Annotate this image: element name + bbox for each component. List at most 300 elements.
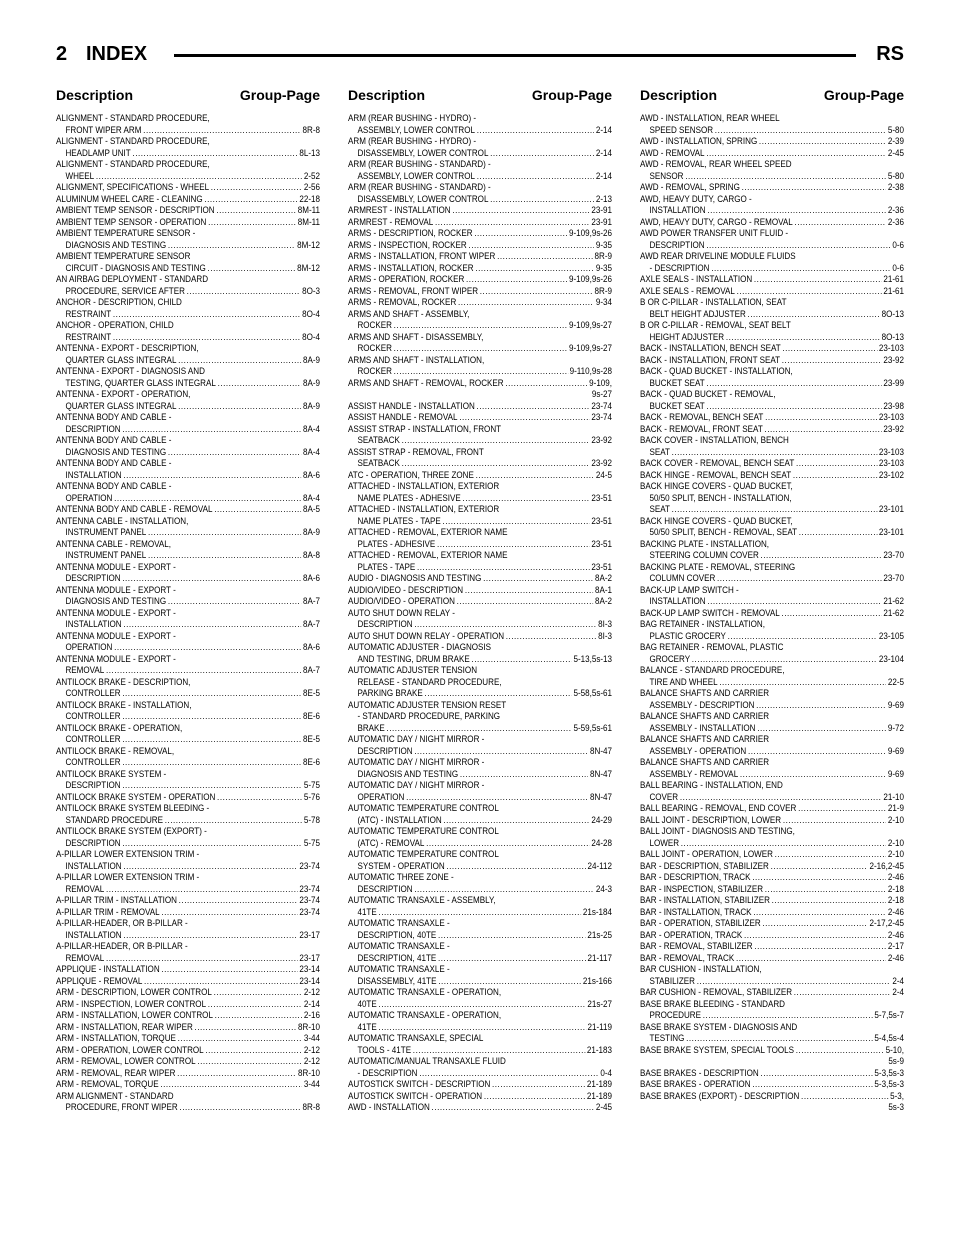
dot-leader [480, 285, 593, 297]
group-page: 9-109,9s-27 [568, 342, 613, 353]
entry-text: ARM - REMOVAL, TORQUE [56, 1078, 159, 1089]
group-page: 21-62 [883, 606, 905, 618]
entry-text: A-PILLAR LOWER EXTENSION TRIM - [56, 848, 200, 859]
entry-text: ARMS - INSPECTION, ROCKER [348, 238, 467, 250]
entry-first-line [348, 1078, 612, 1090]
entry-first-line [56, 515, 320, 527]
header-rule [174, 54, 856, 57]
entry-text: AUTOMATIC DAY / NIGHT MIRROR - [348, 779, 485, 790]
entry-text: AUTOMATIC ADJUSTER TENSION RESET [348, 698, 507, 710]
entry-first-line [640, 216, 904, 228]
entry-text: ASSEMBLY - DESCRIPTION [649, 698, 755, 710]
entry-text: ANTENNA - EXPORT - DESCRIPTION, [56, 342, 199, 353]
entry-first-line [348, 549, 612, 561]
entry-continuation-line [348, 998, 612, 1010]
group-page: 8A-6 [302, 468, 321, 480]
entry-text: B OR C-PILLAR - INSTALLATION, SEAT [640, 296, 787, 307]
entry-text: COVER [649, 790, 679, 802]
dot-leader [457, 595, 594, 607]
index-entry [640, 354, 904, 366]
entry-first-line [56, 1009, 320, 1021]
entry-text: ASSIST HANDLE - INSTALLATION [348, 399, 475, 411]
dot-leader [438, 929, 586, 941]
index-entry [348, 308, 612, 331]
entry-text: ARM - INSPECTION, LOWER CONTROL [56, 997, 207, 1009]
index-entry [640, 641, 904, 664]
entry-text: ANTENNA - EXPORT - OPERATION, [56, 388, 191, 399]
entry-continuation-line [56, 664, 320, 676]
group-page: 8A-7 [302, 595, 321, 606]
group-page: 2-39 [887, 135, 905, 146]
entry-first-line [348, 871, 612, 883]
entry-first-line [348, 986, 612, 998]
entry-text: AND TESTING, DRUM BRAKE [357, 652, 470, 664]
entry-text: DESCRIPTION [649, 238, 705, 250]
entry-continuation-line [348, 170, 612, 182]
dot-leader [748, 745, 886, 757]
dot-leader [216, 204, 296, 216]
page-title: INDEX [86, 43, 148, 65]
dot-leader [728, 630, 878, 642]
group-page: 8A-2 [594, 595, 613, 606]
dot-leader [122, 572, 301, 584]
entry-text: ARMS - DESCRIPTION, ROCKER [348, 227, 473, 238]
entry-text: STABILIZER [649, 974, 696, 986]
entry-text: BASE BRAKE SYSTEM - DIAGNOSIS AND [640, 1020, 798, 1032]
entry-text: BASE BRAKES - OPERATION [640, 1078, 751, 1089]
entry-text: RESTRAINT [65, 330, 112, 342]
group-page: 23-70 [883, 572, 905, 583]
group-page: 22-5 [887, 675, 905, 687]
entry-text: CONTROLLER [65, 687, 121, 698]
dot-leader [762, 917, 867, 929]
group-page: 21-62 [883, 595, 905, 606]
entry-text: BACK - REMOVAL, BENCH SEAT [640, 411, 764, 422]
group-page: 8O-4 [302, 307, 321, 319]
entry-continuation-line [56, 285, 320, 297]
entry-continuation-line [56, 377, 320, 389]
entry-text: BALL JOINT - DIAGNOSIS AND TESTING, [640, 825, 795, 836]
entry-first-line [348, 480, 612, 492]
entry-first-line [640, 986, 904, 998]
dot-leader [122, 779, 302, 791]
entry-text: DIAGNOSIS AND TESTING [65, 445, 167, 457]
group-page: 8M-11 [297, 215, 321, 227]
entry-text: BASE BRAKE BLEEDING - STANDARD [640, 997, 786, 1009]
dot-leader [736, 952, 886, 964]
index-entry [56, 480, 320, 503]
group-page: 24-28 [591, 836, 613, 848]
dot-leader [719, 676, 886, 688]
dot-leader [143, 124, 301, 136]
dot-leader [114, 492, 301, 504]
dot-leader [106, 664, 301, 676]
entry-first-line [348, 607, 612, 619]
entry-continuation-line [56, 814, 320, 826]
entry-text: BASE BRAKE SYSTEM, SPECIAL TOOLS [640, 1043, 794, 1055]
index-entry [640, 733, 904, 756]
group-page: 23-51 [591, 491, 613, 503]
index-entry [56, 411, 320, 434]
index-entry [56, 676, 320, 699]
group-page: 2-45 [595, 1101, 613, 1112]
entry-text: RELEASE - STANDARD PROCEDURE, [357, 675, 502, 687]
entry-continuation-line [56, 331, 320, 343]
entry-text: BALANCE SHAFTS AND CARRIER [640, 710, 770, 721]
group-page: 23-101 [878, 503, 905, 514]
entry-first-line [640, 802, 904, 814]
entry-continuation-line [640, 446, 904, 458]
dot-leader [122, 423, 301, 435]
entry-text: PROCEDURE, FRONT WIPER [65, 1101, 178, 1112]
index-entry [348, 779, 612, 802]
group-page: 21s-27 [587, 997, 613, 1009]
index-entry [640, 848, 904, 860]
entry-text: ASSIST HANDLE - REMOVAL [348, 411, 458, 422]
entry-text: ASSEMBLY, LOWER CONTROL [357, 123, 475, 135]
dot-leader [438, 952, 586, 964]
entry-first-line [348, 699, 612, 711]
entry-text: DESCRIPTION, 40TE [357, 928, 437, 940]
column-headings [56, 86, 904, 106]
entry-first-line [56, 561, 320, 573]
index-entry [640, 538, 904, 561]
group-page: 2-46 [887, 928, 905, 940]
entry-text: STANDARD PROCEDURE [65, 813, 163, 825]
group-page: 23-91 [591, 204, 613, 215]
index-entry [56, 1021, 320, 1033]
entry-continuation-line [56, 124, 320, 136]
entry-continuation-line [348, 975, 612, 987]
entry-text: NAME PLATES - ADHESIVE [357, 491, 461, 503]
index-entry [640, 365, 904, 388]
entry-text: ARM ALIGNMENT - STANDARD [56, 1089, 174, 1101]
group-page: 5-3,5s-3 [874, 1078, 905, 1089]
entry-first-line [56, 273, 320, 285]
entry-continuation-line [348, 653, 612, 665]
index-entry [56, 216, 320, 228]
dot-leader [148, 526, 301, 538]
entry-continuation-line [348, 722, 612, 734]
group-page: 2-52 [303, 169, 321, 181]
entry-text: ASSEMBLY - INSTALLATION [649, 721, 756, 733]
dot-leader [378, 998, 585, 1010]
entry-text: AWD, HEAVY DUTY, CARGO - [640, 192, 752, 204]
entry-text: ANCHOR - OPERATION, CHILD [56, 319, 174, 330]
dot-leader [378, 906, 581, 918]
entry-first-line [640, 538, 904, 550]
dot-leader [706, 377, 881, 389]
group-page: 2-10 [887, 813, 905, 825]
group-page: 23-70 [883, 549, 905, 560]
group-page: 21-183 [586, 1043, 613, 1055]
entry-first-line [348, 572, 612, 584]
index-entry [348, 572, 612, 584]
entry-first-line [348, 411, 612, 423]
index-entry [56, 158, 320, 181]
index-entry [640, 135, 904, 147]
entry-first-line [348, 825, 612, 837]
entry-first-line [56, 584, 320, 596]
index-entry [640, 952, 904, 964]
entry-first-line [56, 158, 320, 170]
index-entry [56, 319, 320, 342]
dot-leader [378, 1021, 585, 1033]
entry-first-line [56, 1044, 320, 1056]
entry-text: A-PILLAR TRIM - INSTALLATION [56, 894, 177, 905]
entry-first-line [56, 1055, 320, 1067]
group-page: 0-6 [892, 261, 905, 273]
group-page: 2-46 [887, 905, 905, 917]
entry-first-line [348, 446, 612, 458]
entry-text: ASSEMBLY - REMOVAL [649, 767, 739, 779]
dot-leader [195, 1021, 297, 1033]
index-entry [640, 147, 904, 159]
dot-leader [760, 549, 881, 561]
entry-first-line [640, 998, 904, 1010]
dot-leader [179, 894, 298, 906]
entry-continuation-line [56, 147, 320, 159]
index-entry [56, 204, 320, 216]
group-page: 5-3,5s-3 [874, 1066, 905, 1078]
dot-leader [707, 595, 881, 607]
entry-text: A-PILLAR-HEADER, OR B-PILLAR - [56, 940, 188, 951]
entry-first-line [348, 584, 612, 596]
entry-first-line [56, 135, 320, 147]
entry-continuation-line [640, 377, 904, 389]
dot-leader [414, 745, 588, 757]
entry-text: INSTRUMENT PANEL [65, 526, 147, 537]
entry-text: ATTACHED - REMOVAL, EXTERIOR NAME [348, 549, 508, 560]
group-page: 23-98 [883, 399, 905, 411]
dot-leader [756, 699, 886, 711]
entry-text: AMBIENT TEMP SENSOR - OPERATION [56, 215, 207, 227]
description-heading: Description [640, 87, 718, 103]
entry-text: AUTOMATIC TRANSAXLE, SPECIAL [348, 1032, 484, 1043]
entry-first-line [640, 112, 904, 124]
entry-continuation-line [56, 641, 320, 653]
index-entry [348, 227, 612, 239]
dot-leader [463, 492, 590, 504]
group-page: 2-13 [595, 192, 613, 204]
entry-text: AUTOMATIC DAY / NIGHT MIRROR - [348, 733, 485, 744]
entry-text: REMOVAL [65, 951, 105, 963]
index-entry [56, 584, 320, 607]
entry-text: BAR - DESCRIPTION, TRACK [640, 871, 751, 882]
group-page: 23-14 [299, 963, 321, 974]
entry-first-line [56, 250, 320, 262]
entry-first-line [56, 319, 320, 331]
dot-leader [122, 710, 301, 722]
index-entry [348, 354, 612, 377]
group-page: 0-4 [600, 1066, 613, 1078]
index-entry [348, 894, 612, 917]
entry-text: TOOLS - 41TE [357, 1043, 412, 1055]
entry-first-line [640, 285, 904, 297]
entry-first-line [640, 710, 904, 722]
dot-leader [106, 883, 298, 895]
group-page: 2-10 [887, 836, 905, 848]
entry-text: ALIGNMENT - STANDARD PROCEDURE, [56, 158, 210, 169]
entry-text: ANCHOR - DESCRIPTION, CHILD [56, 296, 182, 307]
dot-leader [443, 814, 589, 826]
dot-leader [775, 848, 887, 860]
entry-first-line [348, 400, 612, 412]
entry-text: ROCKER [357, 319, 392, 330]
entry-first-line [56, 216, 320, 228]
dot-leader [123, 860, 297, 872]
index-entry [348, 825, 612, 848]
entry-text: BAR - INSTALLATION, TRACK [640, 905, 752, 917]
dot-leader [477, 170, 594, 182]
entry-text: REMOVAL [65, 882, 105, 894]
entry-first-line [348, 1055, 612, 1067]
entry-first-line [348, 802, 612, 814]
entry-text: ARM (REAR BUSHING - STANDARD) - [348, 181, 491, 192]
group-page: 23-92 [883, 422, 905, 434]
dot-leader [759, 135, 886, 147]
entry-text: AUTOMATIC TRANSAXLE - OPERATION, [348, 986, 502, 997]
dot-leader [765, 883, 886, 895]
entry-first-line [640, 365, 904, 377]
index-entry [348, 216, 612, 228]
group-page: 5-80 [887, 123, 905, 135]
entry-text: CONTROLLER [65, 710, 121, 721]
entry-text: ARMS - REMOVAL, ROCKER [348, 296, 457, 307]
group-page: 5-78 [303, 813, 321, 825]
index-entry [56, 273, 320, 296]
entry-first-line [348, 917, 612, 929]
entry-text: ATTACHED - REMOVAL, EXTERIOR NAME [348, 526, 508, 537]
dot-leader [123, 469, 301, 481]
entry-text: AUTOMATIC TRANSAXLE - OPERATION, [348, 1009, 502, 1020]
index-entry [640, 296, 904, 319]
entry-text: OPERATION [65, 641, 113, 652]
group-page: 8R-9 [594, 284, 613, 296]
index-entry [348, 411, 612, 423]
section-code: RS [876, 43, 904, 65]
entry-first-line [56, 676, 320, 688]
dot-leader [799, 526, 877, 538]
group-page: 8E-6 [302, 710, 321, 721]
group-page: 23-102 [878, 468, 905, 480]
entry-text: BACK HINGE COVERS - QUAD BUCKET, [640, 514, 793, 526]
entry-text: ANTENNA BODY AND CABLE - [56, 480, 172, 491]
index-entry [348, 204, 612, 216]
entry-continuation-line [348, 906, 612, 918]
entry-text: CONTROLLER [65, 756, 121, 767]
entry-text: ASSEMBLY - OPERATION [649, 744, 747, 756]
entry-text: AMBIENT TEMP SENSOR - DESCRIPTION [56, 204, 215, 215]
group-page: 9-109,9s-27 [568, 319, 613, 330]
dot-leader [475, 262, 594, 274]
index-entry [640, 273, 904, 285]
entry-first-line [56, 848, 320, 860]
entry-text: PARKING BRAKE [357, 687, 423, 698]
entry-continuation-line [348, 319, 612, 331]
entry-text: INSTALLATION [65, 859, 122, 871]
dot-leader [394, 319, 568, 331]
dot-leader [471, 653, 571, 665]
group-page: 5-75 [303, 779, 321, 790]
group-page: 9-34 [595, 296, 613, 307]
dot-leader [706, 239, 890, 251]
entry-text: 41TE [357, 1020, 377, 1032]
entry-first-line [640, 1044, 904, 1056]
entry-text: ANTILOCK BRAKE - OPERATION, [56, 721, 183, 733]
entry-continuation-line [348, 492, 612, 504]
index-entry [640, 515, 904, 538]
entry-text: BALANCE - STANDARD PROCEDURE, [640, 664, 785, 675]
entry-continuation-line [56, 710, 320, 722]
entry-text: AUTOMATIC THREE ZONE - [348, 871, 454, 882]
entry-text: AUDIO - DIAGNOSIS AND TESTING [348, 572, 482, 583]
entry-text: BACKING PLATE - REMOVAL, STEERING [640, 560, 796, 572]
group-page: 8A-5 [302, 503, 321, 514]
group-page: 8A-1 [594, 583, 613, 595]
index-entry [348, 377, 612, 400]
group-page: 8A-6 [302, 572, 321, 583]
entry-first-line [56, 227, 320, 239]
entry-text: AUTOMATIC TEMPERATURE CONTROL [348, 802, 499, 813]
entry-first-line [348, 377, 612, 389]
entry-first-line [640, 607, 904, 619]
dot-leader [703, 1009, 873, 1021]
dot-leader [178, 400, 301, 412]
entry-text: GROCERY [649, 652, 691, 664]
group-page: 23-17 [299, 951, 321, 963]
entry-continuation-line [348, 342, 612, 354]
entry-first-line [56, 193, 320, 205]
entry-first-line [640, 894, 904, 906]
group-page: 23-51 [591, 514, 613, 526]
entry-text: BAR - OPERATION, STABILIZER [640, 917, 761, 928]
dot-leader [465, 584, 593, 596]
page-header [56, 40, 904, 70]
dot-leader [208, 262, 296, 274]
entry-text: AWD - INSTALLATION, SPRING [640, 135, 758, 146]
entry-continuation-line [56, 423, 320, 435]
index-entry [640, 227, 904, 250]
entry-text: PLATES - ADHESIVE [357, 537, 436, 549]
entry-text: CONTROLLER [65, 733, 121, 744]
entry-text: ANTENNA BODY AND CABLE - [56, 457, 172, 468]
entry-text: BALL JOINT - DESCRIPTION, LOWER [640, 813, 782, 825]
index-entry [640, 998, 904, 1021]
group-page: 2-18 [887, 894, 905, 905]
group-page: 23-101 [878, 526, 905, 537]
entry-first-line [56, 630, 320, 642]
entry-first-line [640, 227, 904, 239]
index-entry [56, 112, 320, 135]
group-page: 23-104 [878, 652, 905, 664]
entry-first-line [640, 319, 904, 331]
entry-text: BRAKE [357, 721, 385, 733]
index-entry [640, 618, 904, 641]
entry-text: AMBIENT TEMPERATURE SENSOR [56, 250, 191, 261]
entry-text: PLATES - TAPE [357, 560, 416, 572]
entry-text: BAR CUSHION - INSTALLATION, [640, 963, 762, 974]
dot-leader [414, 618, 596, 630]
group-page: 5-80 [887, 169, 905, 181]
entry-first-line [348, 135, 612, 147]
dot-leader [214, 503, 301, 515]
dot-leader [706, 400, 881, 412]
group-page: 8O-4 [302, 330, 321, 342]
dot-leader [123, 618, 301, 630]
index-entry [348, 239, 612, 251]
group-page: 9-110,9s-28 [569, 365, 613, 376]
